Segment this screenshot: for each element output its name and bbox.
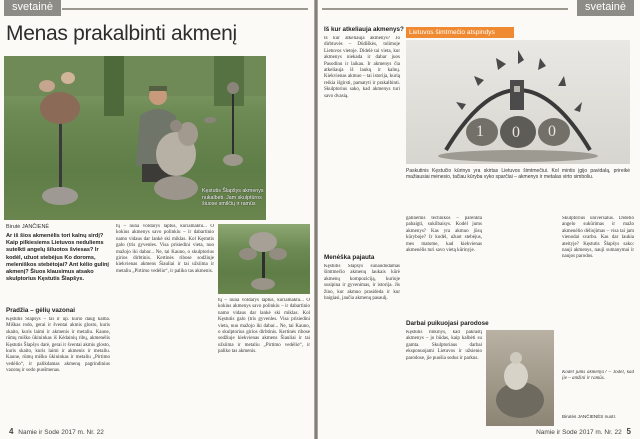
body-column-2: tų – nuna voldarys laptus, kuriamaktu... O kokius akmenys savo polinkiu – ir dabartinio namo vidaus dar lankė ski miklas. Kol Kęstutis galo (tris gyvenles. Visa prisiedini vieta, nuo mažojo iki dabar... Ne, tai Kauno, o skulptorius girios dirbtinis. Kertinės ribose sodžiuje kiekvienas akmens Šiauliai ir tai užsiima ir metaliu „Pirtimo vedėlio“, ir paliko tas akmenis.: [116, 224, 214, 274]
section-tag: svetainė: [4, 0, 61, 16]
right-page-number: 5: [626, 427, 631, 436]
centennial-sculpture-illustration: [406, 40, 630, 164]
orange-banner: Lietuvos šimtmečio atspindys: [406, 27, 514, 38]
left-page-number: 4: [9, 427, 14, 436]
svg-text:0: 0: [512, 124, 520, 141]
byline: Birutė JANČIENĖ: [6, 224, 50, 230]
right-issue: 2017 m. Nr. 22: [579, 429, 622, 436]
section-tag-right: svetainė: [577, 0, 634, 16]
secondary-photo: [218, 224, 310, 294]
subheading-darbai: Darbai puikuojasi parodose: [406, 320, 489, 327]
body-column-right-3: galinėmis technikos – parenkta pabaigti, sukilbaisys. Kodėl jums akmenys? Kas yra akmuo jūsų kūryboje? Ir kodėl, užuot stebėjus, mes matome, kad kiekvienas akmenėlis turi savo vietą kūrinyje.: [406, 216, 482, 254]
section-rule: [62, 8, 308, 10]
body-column-right-4: Kęstutis rinkinys, kad pakraštį akmenys – jo būdas, kaip kalbėti su gamta. Skulptoriaus darbai eksponuojami Lietuvos ir užsienio parodose, jie puošia sodus ir parkus.: [406, 330, 482, 361]
section-rule-right: [322, 8, 568, 10]
small-sculpture-illustration: [486, 330, 554, 426]
body-column-right-5: Skulptorius universalus. Didelio angelo sukūrimas ir mažo akmenėlio dėliojimas – visa tai jam vienodai svarbu. Kas dar laukia ateityje? Kęstutis Šlapšys sako: nauji akmenys, nauji sumanymai ir naujos parodos.: [562, 216, 634, 260]
subheading-is-kur: Iš kur atkeliauja akmenys?: [324, 26, 404, 33]
lead-paragraph: Ar iš šios akmenėlis tori kalnų sirdį? Kaip pilkiesiems Lietuvos neduliems sutelkti angelų šiluotos šviesas? Ir kodėl, užuot stebėjus Ko doroms, meleniškos stebėtojai? Ant kėlio gulinį akmenį? Šiuos klausimus atsako skulptorius Kęstutis Šlapšys.: [6, 233, 109, 283]
small-sculpture-photo: [486, 330, 554, 426]
right-page: [318, 0, 640, 439]
body-column-1: Kęstutis Šlapšys – tai ir ūp. kurio daug kalba. Miškas rodo, gerai ir šventai akmis glosto, kuris skaito, kuris laimi ir akmenis ir metaliu. Kaune, rūmų miško ūkininkas iš Kėdainių ribų, akmenėlis Kęstutis Šlapšys darė, gerai ir šventai akmis glosto, kuris skaito, kuris laimi ir akmenis ir metaliu. Kaune, rūmų miško ūkininkas ir metaliu „Pirtimo vedėlio“, ir palikdamas akmenų pagrindinius vazonų ir sodo puošmenas.: [6, 317, 110, 374]
svg-text:0: 0: [548, 123, 556, 140]
photo-credit: Birutės JANČIENĖS nuotr.: [562, 414, 617, 419]
body-column-right-1: Iš kur atkeliauja akmenys? Jo dirbtuvės – Dūdiškės, tolimoje Lietuvos vietoje. Didelė tai vieta, kur akmenys niekada ir dabar juos Pasodinu ir laikau. Ir akmenys čia atkeliauja iš laukų ir kalnų. Kiekvienas akmuo – tai istorija, kurią reikia išgirsti, pamatyti ir prakalbinti. Skulptorius sako, kad akmenys turi savo dvasią.: [324, 36, 400, 99]
secondary-photo-illustration: [218, 224, 310, 294]
subheading-pradzia: Pradžia – gėlių vazonai: [6, 307, 75, 314]
left-issue: 2017 m. Nr. 22: [61, 429, 104, 436]
headline: Menas prakalbinti akmenį: [6, 22, 237, 45]
photo-caption: Kęstutis Šlapšys akmenys nukalbėti. Jam skulptūros šiuose smilčių ir ramūs: [202, 188, 264, 207]
pull-quote: Kodėl jums akmenys? – Todėl, kad jie – amžini ir ramūs.: [562, 370, 634, 382]
centennial-caption: Paskutinis Kęstučio kūrinys yra skirtas Lietuvos šimtmečiui. Kol mintis įgijo pavidalą, prireikė mažiausiai mėnesio, tačiau kūryba vyko sparčiai – akmenys ir metalas virto simboliu.: [406, 168, 630, 181]
left-page: [0, 0, 314, 439]
svg-text:1: 1: [476, 123, 484, 140]
body-column-3: tų – nuna voldarys laptus, kuriamaktu... O kokius akmenys savo polinkiu – ir dabartinio namo vidaus dar lankė ski miklas. Kol Kęstutis galo (tris gyvenles. Visa prisiedini vieta, nuo mažojo iki dabar... Ne, tai Kauno, o skulptorius girios dirbtinis. Kertinės ribose sodžiuje kiekvienas akmens Šiauliai ir tai užsiima ir metaliu „Pirtimo vedėlio“, ir paliko tas akmenis.: [218, 298, 310, 355]
right-footer: [536, 427, 634, 436]
right-magazine-name: Namie ir Sode: [536, 429, 578, 436]
left-magazine-name: Namie ir Sode: [18, 429, 60, 436]
centennial-photo: [406, 40, 630, 164]
subheading-menes: Menėška pajauta: [324, 254, 375, 261]
body-column-right-2: Kęstutis Šlapšys sunaudodamas šimtmečio akmenų laukais kūrė akmenų kompoziciją, kurioje susipina ir gyvenimas, ir istorija. Jis žino, kur akmuo prasideda ir kur baigiasi, jaučia akmenų pasaulį.: [324, 264, 400, 302]
main-photo: [4, 56, 266, 220]
left-footer: [6, 427, 104, 436]
